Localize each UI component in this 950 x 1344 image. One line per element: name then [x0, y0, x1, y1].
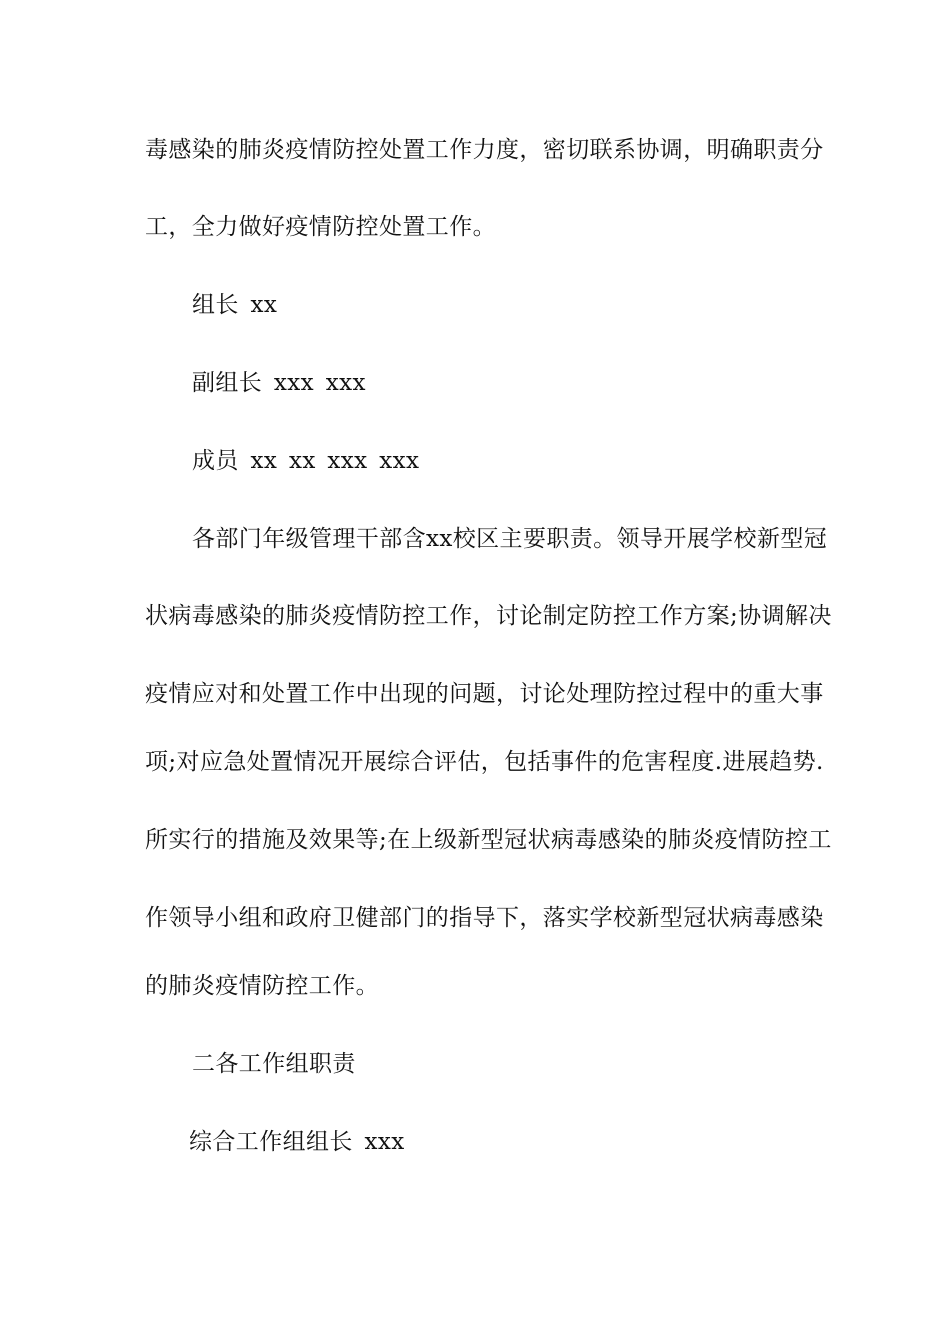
paragraph-line-11: 作领导小组和政府卫健部门的指导下，落实学校新型冠状病毒感染: [145, 905, 824, 931]
paragraph-line-12: 的肺炎疫情防控工作。: [145, 973, 379, 999]
deputy-leader-line: 副组长 xxx xxx: [192, 370, 366, 396]
paragraph-line-7: 状病毒感染的肺炎疫情防控工作，讨论制定防控工作方案;协调解决: [145, 603, 832, 629]
section-heading: 二各工作组职责: [192, 1051, 356, 1077]
paragraph-line-10: 所实行的措施及效果等;在上级新型冠状病毒感染的肺炎疫情防控工: [145, 827, 832, 853]
composite-group-leader-line: 综合工作组组长 xxx: [189, 1129, 405, 1155]
paragraph-line-2: 工，全力做好疫情防控处置工作。: [145, 214, 496, 240]
paragraph-line-6: 各部门年级管理干部含xx校区主要职责。领导开展学校新型冠: [192, 526, 828, 552]
paragraph-line-9: 项;对应急处置情况开展综合评估，包括事件的危害程度.进展趋势.: [145, 749, 824, 775]
paragraph-line-1: 毒感染的肺炎疫情防控处置工作力度，密切联系协调，明确职责分: [145, 137, 824, 163]
group-leader-line: 组长 xx: [192, 292, 278, 318]
paragraph-line-8: 疫情应对和处置工作中出现的问题，讨论处理防控过程中的重大事: [145, 681, 824, 707]
members-line: 成员 xx xx xxx xxx: [192, 448, 420, 474]
